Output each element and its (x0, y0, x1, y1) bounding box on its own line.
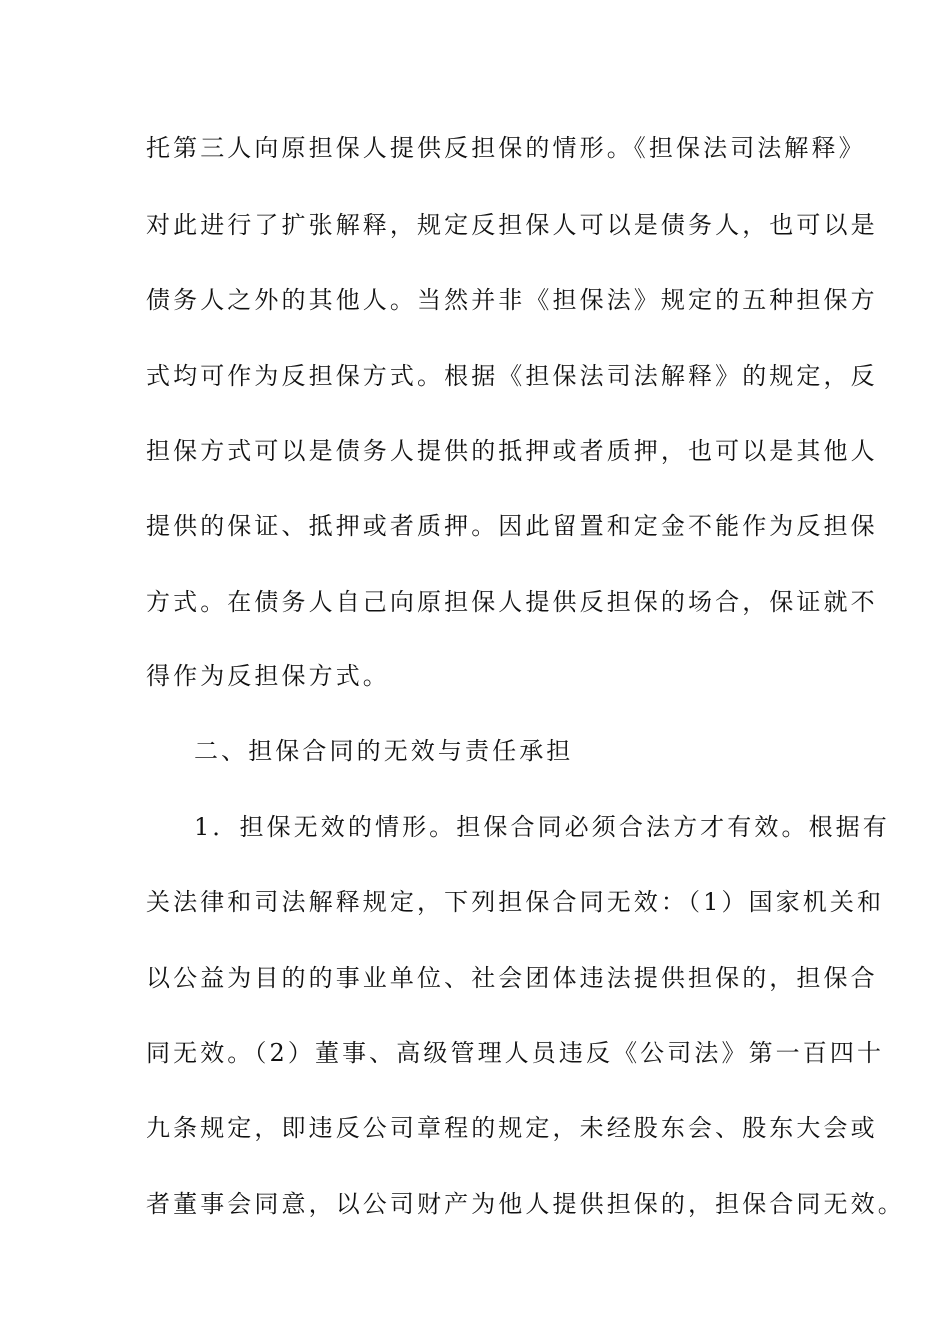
text-line: 九条规定，即违反公司章程的规定，未经股东会、股东大会或 (146, 1114, 878, 1142)
text-line: 得作为反担保方式。 (146, 662, 390, 690)
text-line: 同无效。（2）董事、高级管理人员违反《公司法》第一百四十 (146, 1039, 885, 1067)
section-heading: 二、担保合同的无效与责任承担 (194, 737, 574, 765)
text-line: 式均可作为反担保方式。根据《担保法司法解释》的规定，反 (146, 362, 878, 390)
text-line: 对此进行了扩张解释，规定反担保人可以是债务人，也可以是 (146, 211, 878, 239)
text-line: 担保方式可以是债务人提供的抵押或者质押，也可以是其他人 (146, 437, 878, 465)
text-line: 关法律和司法解释规定，下列担保合同无效：（1）国家机关和 (146, 888, 885, 916)
text-line: 提供的保证、抵押或者质押。因此留置和定金不能作为反担保 (146, 512, 878, 540)
text-line: 债务人之外的其他人。当然并非《担保法》规定的五种担保方 (146, 286, 878, 314)
text-line: 方式。在债务人自己向原担保人提供反担保的场合，保证就不 (146, 588, 878, 616)
text-line: 托第三人向原担保人提供反担保的情形。《担保法司法解释》 (146, 134, 866, 162)
text-line: 以公益为目的的事业单位、社会团体违法提供担保的，担保合 (146, 964, 878, 992)
text-line: 1．担保无效的情形。担保合同必须合法方才有效。根据有 (194, 813, 890, 841)
text-line: 者董事会同意，以公司财产为他人提供担保的，担保合同无效。 (146, 1190, 905, 1218)
